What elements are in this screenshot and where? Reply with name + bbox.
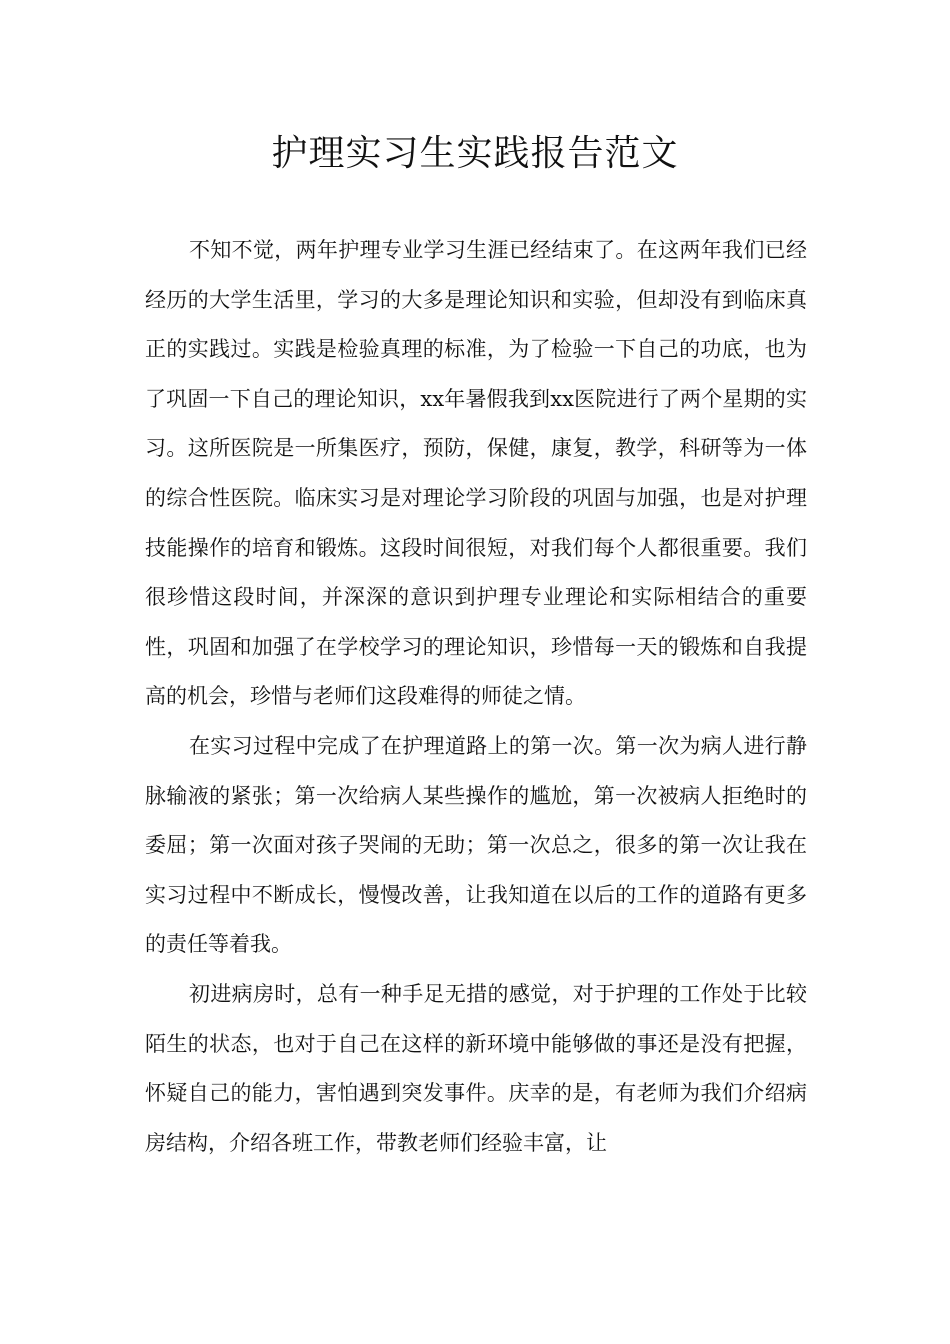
paragraph-1: 不知不觉，两年护理专业学习生涯已经结束了。在这两年我们已经经历的大学生活里，学习的大多是理论知识和实验，但却没有到临床真正的实践过。实践是检验真理的标准，为了检验一下自己的功底，也为了巩固一下自己的理论知识，xx年暑假我到xx医院进行了两个星期的实习。这所医院是一所集医疗，预防，保健，康复，教学，科研等为一体的综合性医院。临床实习是对理论学习阶段的巩固与加强，也是对护理技能操作的培育和锻炼。这段时间很短，对我们每个人都很重要。我们很珍惜这段时间，并深深的意识到护理专业理论和实际相结合的重要性，巩固和加强了在学校学习的理论知识，珍惜每一天的锻炼和自我提高的机会，珍惜与老师们这段难得的师徒之情。 <box>145 238 807 709</box>
paragraph-2: 在实习过程中完成了在护理道路上的第一次。第一次为病人进行静脉输液的紧张；第一次给病人某些操作的尴尬，第一次被病人拒绝时的委屈；第一次面对孩子哭闹的无助；第一次总之，很多的第一次让我在实习过程中不断成长，慢慢改善，让我知道在以后的工作的道路有更多的责任等着我。 <box>145 733 807 957</box>
document-body <box>145 226 807 1168</box>
paragraph-3: 初进病房时，总有一种手足无措的感觉，对于护理的工作处于比较陌生的状态，也对于自己在这样的新环境中能够做的事还是没有把握，怀疑自己的能力，害怕遇到突发事件。庆幸的是，有老师为我们介绍病房结构，介绍各班工作，带教老师们经验丰富，让 <box>145 981 807 1155</box>
document-title: 护理实习生实践报告范文 <box>271 133 679 174</box>
